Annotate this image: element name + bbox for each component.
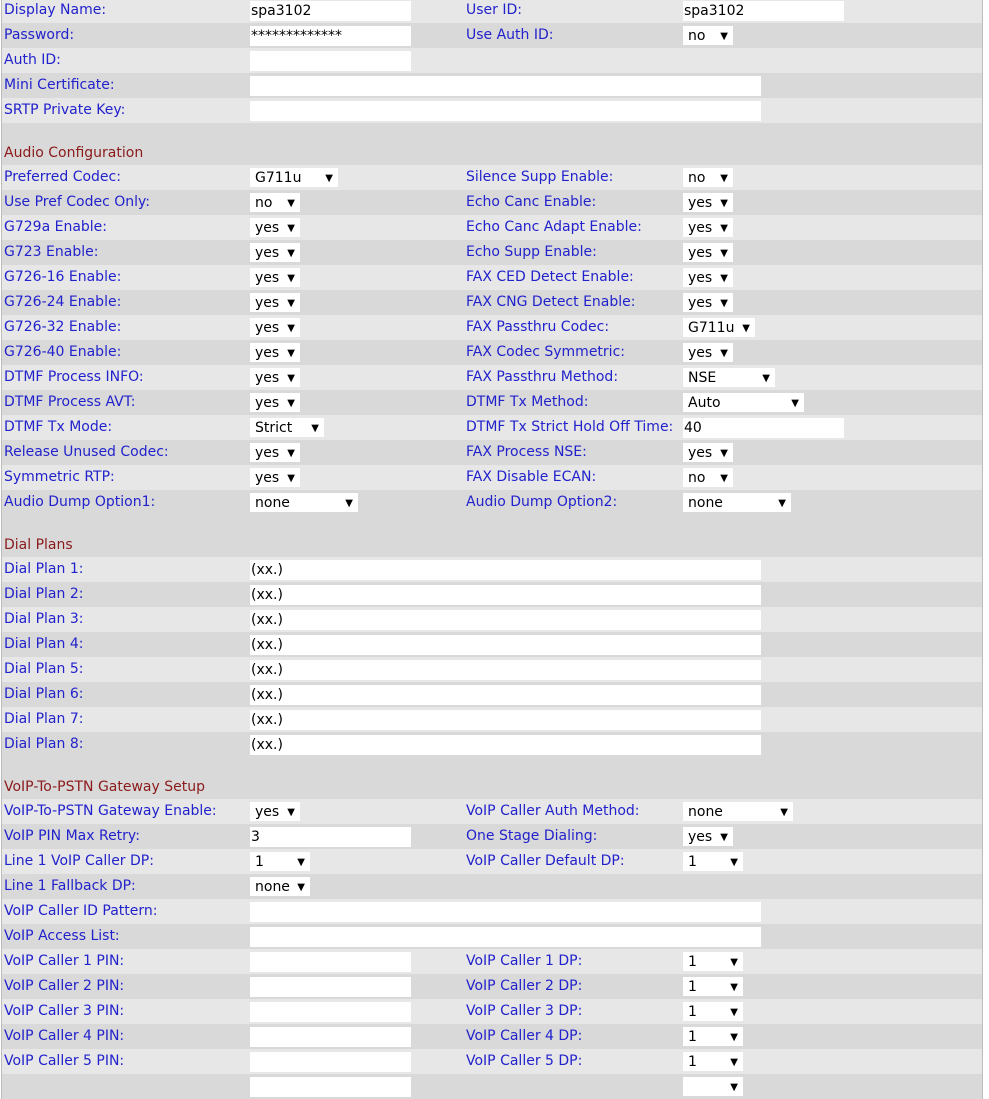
dropdown-arrow-icon: ▼: [720, 173, 728, 184]
form-row: [2, 799, 982, 824]
use-auth-id-label: Use Auth ID:: [466, 27, 554, 43]
auth-id-label: Auth ID:: [4, 52, 61, 68]
dropdown-arrow-icon: ▼: [325, 173, 333, 184]
g726-32-enable-label: G726-32 Enable:: [4, 319, 122, 335]
use-auth-id-select[interactable]: [683, 26, 733, 45]
voip-caller-2-pin-label: VoIP Caller 2 PIN:: [4, 978, 125, 994]
one-stage-dialing-label: One Stage Dialing:: [466, 828, 598, 844]
voip-caller-5-dp-label: VoIP Caller 5 DP:: [466, 1053, 583, 1069]
dropdown-arrow-icon: ▼: [730, 1082, 738, 1093]
voip-caller-4-dp-select[interactable]: [683, 1027, 743, 1046]
echo-canc-adapt-enable-select-value: yes: [688, 220, 713, 236]
release-unused-codec-label: Release Unused Codec:: [4, 444, 169, 460]
form-row: [2, 949, 982, 974]
password-input[interactable]: *************: [250, 26, 411, 46]
dropdown-arrow-icon: ▼: [345, 498, 353, 509]
form-row: [2, 657, 982, 682]
dropdown-arrow-icon: ▼: [720, 448, 728, 459]
form-row: [2, 682, 982, 707]
dropdown-arrow-icon: ▼: [720, 832, 728, 843]
fax-disable-ecan-select-value: no: [688, 470, 706, 486]
echo-supp-enable-select[interactable]: [683, 243, 733, 262]
fax-passthru-codec-label: FAX Passthru Codec:: [466, 319, 610, 335]
section-spacer: [2, 515, 982, 532]
g726-16-enable-label: G726-16 Enable:: [4, 269, 122, 285]
dropdown-arrow-icon: ▼: [287, 323, 295, 334]
voip-caller-1-dp-select-value: 1: [688, 954, 697, 970]
form-row: [2, 440, 982, 465]
dropdown-arrow-icon: ▼: [720, 348, 728, 359]
symmetric-rtp-select-value: yes: [255, 470, 280, 486]
user-id-input[interactable]: spa3102: [683, 1, 844, 21]
voip-caller-5-pin-label: VoIP Caller 5 PIN:: [4, 1053, 125, 1069]
section-header: [2, 774, 982, 799]
voip-caller-2-dp-select-value: 1: [688, 979, 697, 995]
form-row: [2, 924, 982, 949]
dtmf-process-avt-label: DTMF Process AVT:: [4, 394, 136, 410]
symmetric-rtp-label: Symmetric RTP:: [4, 469, 115, 485]
g723-enable-select[interactable]: [250, 243, 300, 262]
auth-id-input[interactable]: [250, 51, 411, 71]
line-1-voip-caller-dp-select-value: 1: [255, 854, 264, 870]
line-1-fallback-dp-label: Line 1 Fallback DP:: [4, 878, 136, 894]
form-row: [2, 240, 982, 265]
form-row: [2, 0, 982, 23]
form-row: [2, 849, 982, 874]
mini-certificate-input[interactable]: [250, 76, 761, 96]
dropdown-arrow-icon: ▼: [720, 31, 728, 42]
dropdown-arrow-icon: ▼: [287, 348, 295, 359]
dial-plan-3-input[interactable]: (xx.): [250, 610, 761, 630]
dial-plan-6-input[interactable]: (xx.): [250, 685, 761, 705]
dropdown-arrow-icon: ▼: [730, 1057, 738, 1068]
form-row: [2, 190, 982, 215]
voip-caller-1-dp-label: VoIP Caller 1 DP:: [466, 953, 583, 969]
fax-passthru-codec-select[interactable]: [683, 318, 755, 337]
dropdown-arrow-icon: ▼: [297, 882, 305, 893]
dropdown-arrow-icon: ▼: [778, 498, 786, 509]
dropdown-arrow-icon: ▼: [730, 857, 738, 868]
voip-caller-2-pin-input[interactable]: [250, 977, 411, 997]
display-name-label: Display Name:: [4, 2, 107, 18]
fax-cng-detect-enable-select[interactable]: [683, 293, 733, 312]
fax-process-nse-label: FAX Process NSE:: [466, 444, 587, 460]
g726-40-enable-select[interactable]: [250, 343, 300, 362]
dial-plan-1-label: Dial Plan 1:: [4, 561, 84, 577]
preferred-codec-select[interactable]: [250, 168, 338, 187]
dropdown-arrow-icon: ▼: [791, 398, 799, 409]
voip-caller-default-dp-select-value: 1: [688, 854, 697, 870]
voip-caller-1-pin-input[interactable]: [250, 952, 411, 972]
fax-ced-detect-enable-label: FAX CED Detect Enable:: [466, 269, 634, 285]
g726-24-enable-select[interactable]: [250, 293, 300, 312]
dtmf-process-info-select[interactable]: [250, 368, 300, 387]
dropdown-arrow-icon: ▼: [287, 298, 295, 309]
form-row: [2, 1049, 982, 1074]
voip-caller-3-pin-label: VoIP Caller 3 PIN:: [4, 1003, 125, 1019]
echo-canc-adapt-enable-label: Echo Canc Adapt Enable:: [466, 219, 642, 235]
dropdown-arrow-icon: ▼: [287, 223, 295, 234]
voip-pin-max-retry-label: VoIP PIN Max Retry:: [4, 828, 140, 844]
voip-caller-5-pin-input[interactable]: [250, 1052, 411, 1072]
form-row: [2, 1024, 982, 1049]
voip-caller-2-dp-label: VoIP Caller 2 DP:: [466, 978, 583, 994]
preferred-codec-label: Preferred Codec:: [4, 169, 121, 185]
fax-codec-symmetric-label: FAX Codec Symmetric:: [466, 344, 625, 360]
dropdown-arrow-icon: ▼: [287, 448, 295, 459]
audio-configuration-section-title: Audio Configuration: [4, 145, 144, 161]
voip-caller-4-pin-label: VoIP Caller 4 PIN:: [4, 1028, 125, 1044]
voip-caller-4-pin-input[interactable]: [250, 1027, 411, 1047]
use-pref-codec-only-select[interactable]: [250, 193, 300, 212]
g723-enable-label: G723 Enable:: [4, 244, 99, 260]
form-row: [2, 465, 982, 490]
form-row: [2, 415, 982, 440]
audio-dump-option2-select-value: none: [688, 495, 723, 511]
voip-caller-default-dp-select[interactable]: [683, 852, 743, 871]
mini-certificate-label: Mini Certificate:: [4, 77, 115, 93]
voip-caller-4-dp-label: VoIP Caller 4 DP:: [466, 1028, 583, 1044]
fax-passthru-method-select-value: NSE: [688, 370, 717, 386]
blank-input[interactable]: [250, 1077, 411, 1097]
dropdown-arrow-icon: ▼: [287, 473, 295, 484]
dial-plan-6-label: Dial Plan 6:: [4, 686, 84, 702]
dtmf-tx-method-select[interactable]: [683, 393, 804, 412]
voip-caller-id-pattern-input[interactable]: [250, 902, 761, 922]
dropdown-arrow-icon: ▼: [742, 323, 750, 334]
form-row: [2, 48, 982, 73]
settings-form: [1, 0, 983, 1099]
voip-caller-auth-method-select[interactable]: [683, 802, 793, 821]
voip-access-list-input[interactable]: [250, 927, 761, 947]
preferred-codec-select-value: G711u: [255, 170, 302, 186]
audio-dump-option1-select-value: none: [255, 495, 290, 511]
form-row: [2, 557, 982, 582]
dial-plan-4-label: Dial Plan 4:: [4, 636, 84, 652]
dtmf-process-avt-select[interactable]: [250, 393, 300, 412]
dropdown-arrow-icon: ▼: [287, 198, 295, 209]
form-row: [2, 23, 982, 48]
fax-codec-symmetric-select[interactable]: [683, 343, 733, 362]
fax-cng-detect-enable-select-value: yes: [688, 295, 713, 311]
fax-ced-detect-enable-select[interactable]: [683, 268, 733, 287]
dtmf-tx-mode-label: DTMF Tx Mode:: [4, 419, 113, 435]
form-row: [2, 899, 982, 924]
use-auth-id-select-value: no: [688, 28, 706, 44]
dropdown-arrow-icon: ▼: [287, 398, 295, 409]
echo-canc-enable-select-value: yes: [688, 195, 713, 211]
dropdown-arrow-icon: ▼: [720, 473, 728, 484]
dial-plan-2-input[interactable]: (xx.): [250, 585, 761, 605]
silence-supp-enable-select[interactable]: [683, 168, 733, 187]
dropdown-arrow-icon: ▼: [287, 807, 295, 818]
dropdown-arrow-icon: ▼: [720, 298, 728, 309]
dial-plan-3-label: Dial Plan 3:: [4, 611, 84, 627]
dtmf-tx-method-label: DTMF Tx Method:: [466, 394, 589, 410]
dial-plan-7-input[interactable]: (xx.): [250, 710, 761, 730]
form-row: [2, 215, 982, 240]
dropdown-arrow-icon: ▼: [720, 198, 728, 209]
dropdown-arrow-icon: ▼: [720, 273, 728, 284]
voip-caller-4-dp-select-value: 1: [688, 1029, 697, 1045]
g726-40-enable-select-value: yes: [255, 345, 280, 361]
audio-dump-option1-label: Audio Dump Option1:: [4, 494, 156, 510]
form-row: [2, 1074, 982, 1099]
dial-plan-4-input[interactable]: (xx.): [250, 635, 761, 655]
form-row: [2, 340, 982, 365]
section-spacer: [2, 757, 982, 774]
g726-40-enable-label: G726-40 Enable:: [4, 344, 122, 360]
dropdown-arrow-icon: ▼: [287, 248, 295, 259]
use-pref-codec-only-label: Use Pref Codec Only:: [4, 194, 150, 210]
user-id-label: User ID:: [466, 2, 522, 18]
dropdown-arrow-icon: ▼: [720, 248, 728, 259]
audio-dump-option2-label: Audio Dump Option2:: [466, 494, 618, 510]
voip-caller-default-dp-label: VoIP Caller Default DP:: [466, 853, 625, 869]
form-row: [2, 365, 982, 390]
dial-plan-5-input[interactable]: (xx.): [250, 660, 761, 680]
dropdown-arrow-icon: ▼: [762, 373, 770, 384]
voip-caller-1-pin-label: VoIP Caller 1 PIN:: [4, 953, 125, 969]
voip-caller-5-dp-select-value: 1: [688, 1054, 697, 1070]
dial-plan-8-label: Dial Plan 8:: [4, 736, 84, 752]
dropdown-arrow-icon: ▼: [730, 1007, 738, 1018]
g726-24-enable-select-value: yes: [255, 295, 280, 311]
form-row: [2, 874, 982, 899]
dropdown-arrow-icon: ▼: [730, 982, 738, 993]
dtmf-process-avt-select-value: yes: [255, 395, 280, 411]
dtmf-tx-strict-hold-off-time-label: DTMF Tx Strict Hold Off Time:: [466, 419, 674, 435]
dropdown-arrow-icon: ▼: [780, 807, 788, 818]
form-row: [2, 824, 982, 849]
dropdown-arrow-icon: ▼: [287, 273, 295, 284]
dtmf-tx-mode-select-value: Strict: [255, 420, 293, 436]
silence-supp-enable-select-value: no: [688, 170, 706, 186]
release-unused-codec-select-value: yes: [255, 445, 280, 461]
form-row: [2, 490, 982, 515]
voip-access-list-label: VoIP Access List:: [4, 928, 120, 944]
voip-caller-3-dp-label: VoIP Caller 3 DP:: [466, 1003, 583, 1019]
fax-codec-symmetric-select-value: yes: [688, 345, 713, 361]
dropdown-arrow-icon: ▼: [720, 223, 728, 234]
dropdown-arrow-icon: ▼: [311, 423, 319, 434]
voip-caller-auth-method-select-value: none: [688, 804, 723, 820]
password-label: Password:: [4, 27, 75, 43]
form-row: [2, 582, 982, 607]
dropdown-arrow-icon: ▼: [730, 1032, 738, 1043]
voip-caller-3-dp-select-value: 1: [688, 1004, 697, 1020]
form-row: [2, 265, 982, 290]
dial-plan-7-label: Dial Plan 7:: [4, 711, 84, 727]
section-spacer: [2, 123, 982, 140]
fax-passthru-method-label: FAX Passthru Method:: [466, 369, 619, 385]
dropdown-arrow-icon: ▼: [297, 857, 305, 868]
fax-passthru-method-select[interactable]: [683, 368, 775, 387]
one-stage-dialing-select[interactable]: [683, 827, 733, 846]
g726-32-enable-select[interactable]: [250, 318, 300, 337]
audio-dump-option2-select[interactable]: [683, 493, 791, 512]
section-header: [2, 532, 982, 557]
voip-caller-5-dp-select[interactable]: [683, 1052, 743, 1071]
fax-process-nse-select-value: yes: [688, 445, 713, 461]
dial-plan-1-input[interactable]: (xx.): [250, 560, 761, 580]
voip-to-pstn-gateway-enable-label: VoIP-To-PSTN Gateway Enable:: [4, 803, 217, 819]
dial-plan-5-label: Dial Plan 5:: [4, 661, 84, 677]
form-row: [2, 707, 982, 732]
form-row: [2, 607, 982, 632]
line-1-voip-caller-dp-label: Line 1 VoIP Caller DP:: [4, 853, 154, 869]
form-row: [2, 999, 982, 1024]
section-header: [2, 140, 982, 165]
dtmf-tx-method-select-value: Auto: [688, 395, 721, 411]
audio-dump-option1-select[interactable]: [250, 493, 358, 512]
g729a-enable-select-value: yes: [255, 220, 280, 236]
g729a-enable-select[interactable]: [250, 218, 300, 237]
dtmf-tx-strict-hold-off-time-input[interactable]: 40: [683, 418, 844, 438]
fax-disable-ecan-label: FAX Disable ECAN:: [466, 469, 597, 485]
line-1-fallback-dp-select[interactable]: [250, 877, 310, 896]
form-row: [2, 974, 982, 999]
g723-enable-select-value: yes: [255, 245, 280, 261]
voip-caller-auth-method-label: VoIP Caller Auth Method:: [466, 803, 640, 819]
use-pref-codec-only-select-value: no: [255, 195, 273, 211]
line-1-voip-caller-dp-select[interactable]: [250, 852, 310, 871]
silence-supp-enable-label: Silence Supp Enable:: [466, 169, 614, 185]
fax-passthru-codec-select-value: G711u: [688, 320, 735, 336]
dial-plan-2-label: Dial Plan 2:: [4, 586, 84, 602]
fax-disable-ecan-select[interactable]: [683, 468, 733, 487]
dtmf-process-info-label: DTMF Process INFO:: [4, 369, 144, 385]
srtp-private-key-label: SRTP Private Key:: [4, 102, 126, 118]
form-row: [2, 73, 982, 98]
dropdown-arrow-icon: ▼: [730, 957, 738, 968]
fax-ced-detect-enable-select-value: yes: [688, 270, 713, 286]
dtmf-process-info-select-value: yes: [255, 370, 280, 386]
g726-16-enable-select-value: yes: [255, 270, 280, 286]
voip-pin-max-retry-input[interactable]: 3: [250, 827, 411, 847]
form-row: [2, 165, 982, 190]
g726-24-enable-label: G726-24 Enable:: [4, 294, 122, 310]
echo-canc-enable-select[interactable]: [683, 193, 733, 212]
fax-cng-detect-enable-label: FAX CNG Detect Enable:: [466, 294, 636, 310]
form-row: [2, 315, 982, 340]
voip-to-pstn-gateway-enable-select[interactable]: [250, 802, 300, 821]
form-row: [2, 98, 982, 123]
g726-16-enable-select[interactable]: [250, 268, 300, 287]
voip-caller-1-dp-select[interactable]: [683, 952, 743, 971]
form-row: [2, 390, 982, 415]
voip-to-pstn-gateway-setup-section-title: VoIP-To-PSTN Gateway Setup: [4, 779, 205, 795]
echo-supp-enable-select-value: yes: [688, 245, 713, 261]
release-unused-codec-select[interactable]: [250, 443, 300, 462]
echo-canc-enable-label: Echo Canc Enable:: [466, 194, 597, 210]
blank-select[interactable]: [683, 1077, 743, 1096]
dropdown-arrow-icon: ▼: [287, 373, 295, 384]
voip-caller-3-pin-input[interactable]: [250, 1002, 411, 1022]
g729a-enable-label: G729a Enable:: [4, 219, 108, 235]
line-1-fallback-dp-select-value: none: [255, 879, 290, 895]
echo-canc-adapt-enable-select[interactable]: [683, 218, 733, 237]
one-stage-dialing-select-value: yes: [688, 829, 713, 845]
fax-process-nse-select[interactable]: [683, 443, 733, 462]
srtp-private-key-input[interactable]: [250, 101, 761, 121]
form-row: [2, 290, 982, 315]
form-row: [2, 732, 982, 757]
voip-caller-id-pattern-label: VoIP Caller ID Pattern:: [4, 903, 158, 919]
symmetric-rtp-select[interactable]: [250, 468, 300, 487]
voip-caller-3-dp-select[interactable]: [683, 1002, 743, 1021]
dtmf-tx-mode-select[interactable]: [250, 418, 324, 437]
dial-plan-8-input[interactable]: (xx.): [250, 735, 761, 755]
g726-32-enable-select-value: yes: [255, 320, 280, 336]
echo-supp-enable-label: Echo Supp Enable:: [466, 244, 597, 260]
display-name-input[interactable]: spa3102: [250, 1, 411, 21]
voip-caller-2-dp-select[interactable]: [683, 977, 743, 996]
voip-to-pstn-gateway-enable-select-value: yes: [255, 804, 280, 820]
form-row: [2, 632, 982, 657]
dial-plans-section-title: Dial Plans: [4, 537, 73, 553]
